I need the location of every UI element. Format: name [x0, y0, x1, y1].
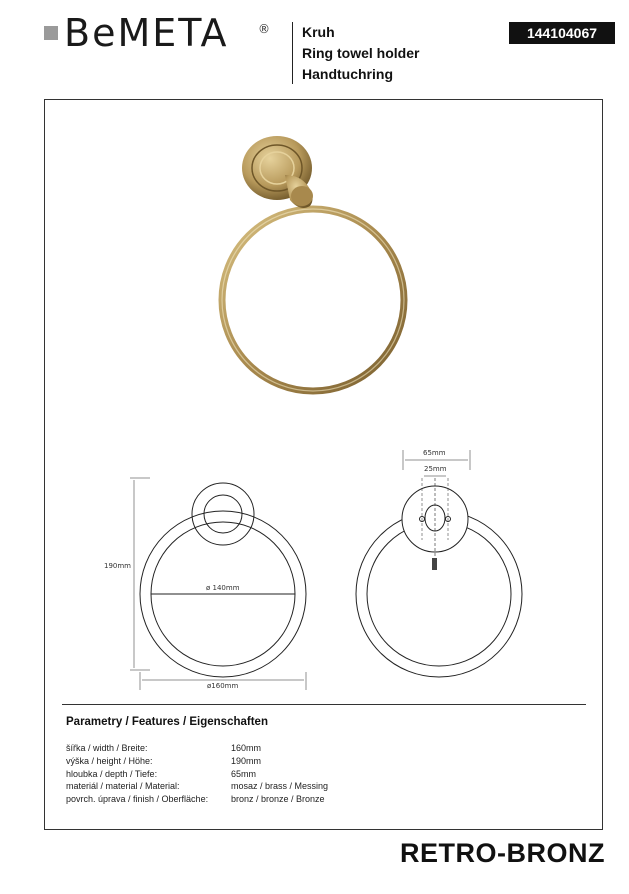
technical-drawing	[90, 440, 550, 700]
spec-value: mosaz / brass / Messing	[231, 781, 329, 792]
spec-label: povrch. úprava / finish / Oberfläche:	[66, 794, 209, 805]
specs-table	[66, 742, 328, 806]
title-en: Ring towel holder	[302, 45, 420, 61]
spec-value: bronz / bronze / Bronze	[231, 794, 325, 805]
dim-outer-diameter: ø160mm	[207, 682, 239, 690]
title-cz: Kruh	[302, 24, 335, 40]
header-divider	[292, 22, 293, 84]
spec-label: výška / height / Höhe:	[66, 755, 153, 766]
specs-heading: Parametry / Features / Eigenschaften	[66, 716, 268, 728]
product-code-badge: 144104067	[509, 22, 615, 44]
dim-hole-spacing: 25mm	[424, 465, 447, 473]
spec-row	[66, 755, 328, 768]
spec-row	[66, 780, 328, 793]
spec-label: hloubka / depth / Tiefe:	[66, 768, 158, 779]
spec-label: materiál / material / Material:	[66, 781, 180, 792]
product-photo	[190, 120, 430, 410]
product-titles	[302, 22, 419, 85]
spec-value: 160mm	[231, 743, 262, 753]
spec-label: šířka / width / Breite:	[66, 743, 148, 753]
photo-ring	[222, 209, 404, 391]
brand-logo-square	[44, 26, 58, 40]
dim-inner-diameter: ø 140mm	[206, 584, 240, 592]
spec-row	[66, 768, 328, 781]
brand-logo: BeMETA	[64, 11, 229, 55]
spec-value: 65mm	[231, 768, 257, 779]
side-view	[356, 450, 522, 677]
spec-row	[66, 742, 328, 755]
title-de: Handtuchring	[302, 66, 393, 82]
registered-mark: ®	[258, 22, 270, 36]
spec-row	[66, 793, 328, 806]
specs-divider	[62, 704, 586, 705]
spec-value: 190mm	[231, 755, 262, 766]
dim-plate-width: 65mm	[423, 449, 446, 457]
series-name: RETRO-BRONZ	[400, 838, 605, 868]
dim-height: 190mm	[104, 562, 131, 570]
